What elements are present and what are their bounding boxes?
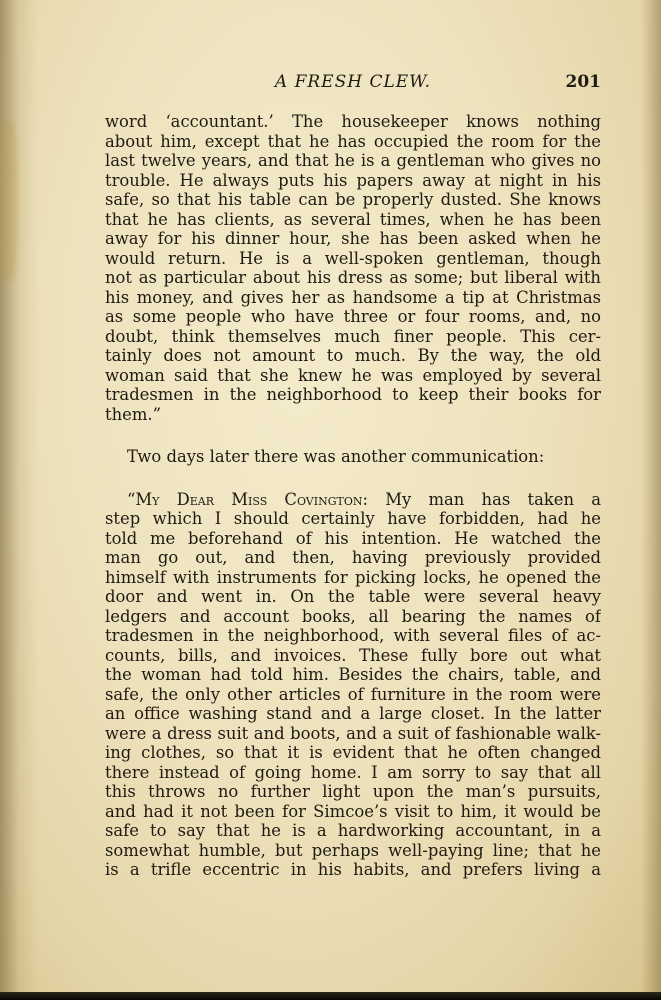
- running-title: A FRESH CLEW.: [274, 72, 432, 92]
- paragraph-2: [105, 447, 601, 467]
- text-line: step which I should certainly have forbidden, had he: [105, 509, 601, 528]
- text-line: away for his dinner hour, she has been asked when he: [105, 229, 601, 248]
- text-line: as some people who have three or four rooms, and, no: [105, 307, 601, 326]
- text-line: doubt, think themselves much finer people. This cer-: [105, 326, 601, 346]
- text-line: tradesmen in the neighborhood to keep their books for: [105, 385, 601, 404]
- text-line: door and went in. On the table were several heavy: [105, 587, 601, 606]
- letter-opening-line: [105, 490, 601, 510]
- text-line: them.”: [105, 404, 161, 424]
- text-line: himself with instruments for picking locks, he opened the: [105, 567, 601, 587]
- page-number: 201: [565, 72, 601, 92]
- text-line: this throws no further light upon the man’s pursuits,: [105, 782, 601, 801]
- text-line: safe to say that he is a hardworking accountant, in a: [105, 821, 601, 840]
- text-line: tradesmen in the neighborhood, with several files of ac-: [105, 626, 601, 645]
- text-line: Two days later there was another communication:: [127, 447, 545, 466]
- letter-opening-text: My man has taken a: [368, 489, 601, 509]
- text-line: is a trifle eccentric in his habits, and prefers living a: [105, 860, 601, 879]
- text-line: tainly does not amount to much. By the way, the old: [105, 346, 601, 365]
- text-line: there instead of going home. I am sorry to say that all: [105, 762, 601, 782]
- text-line: ing clothes, so that it is evident that he often changed: [105, 743, 601, 762]
- text-line: were a dress suit and boots, and a suit of fashionable walk-: [105, 723, 601, 743]
- text-line: would return. He is a well-spoken gentleman, though: [105, 248, 601, 268]
- text-line: word ‘accountant.’ The housekeeper knows nothing: [105, 112, 601, 131]
- text-line: about him, except that he has occupied the room for the: [105, 131, 601, 151]
- text-line: the woman had told him. Besides the chairs, table, and: [105, 665, 601, 684]
- text-line: safe, the only other articles of furniture in the room were: [105, 684, 601, 704]
- text-line: safe, so that his table can be properly dusted. She knows: [105, 190, 601, 209]
- paragraph-gap: [105, 424, 601, 447]
- paragraph-1: [105, 112, 601, 424]
- text-line: and had it not been for Simcoe’s visit to him, it would be: [105, 801, 601, 821]
- body-text: [105, 112, 601, 880]
- text-line: last twelve years, and that he is a gentleman who gives no: [105, 151, 601, 170]
- running-head: [105, 72, 601, 96]
- text-line: ledgers and account books, all bearing the names of: [105, 606, 601, 626]
- paragraph-3: [105, 490, 601, 880]
- page-edge-shadow: [641, 0, 661, 1000]
- text-line: trouble. He always puts his papers away at night in his: [105, 170, 601, 190]
- text-line: man go out, and then, having previously provided: [105, 548, 601, 567]
- paragraph-gap: [105, 467, 601, 490]
- page-bottom-edge: [0, 992, 661, 1000]
- paper-stain: [0, 120, 18, 280]
- letter-salutation: “My Dear Miss Covington:: [127, 489, 369, 509]
- text-line: that he has clients, as several times, when he has been: [105, 209, 601, 229]
- text-line: not as particular about his dress as some; but liberal with: [105, 268, 601, 287]
- text-line: his money, and gives her as handsome a tip at Christmas: [105, 287, 601, 307]
- text-line: counts, bills, and invoices. These fully bore out what: [105, 645, 601, 665]
- text-line: somewhat humble, but perhaps well-paying line; that he: [105, 840, 601, 860]
- text-line: told me beforehand of his intention. He watched the: [105, 528, 601, 548]
- text-line: an office washing stand and a large closet. In the latter: [105, 704, 601, 723]
- text-line: woman said that she knew he was employed by several: [105, 365, 601, 385]
